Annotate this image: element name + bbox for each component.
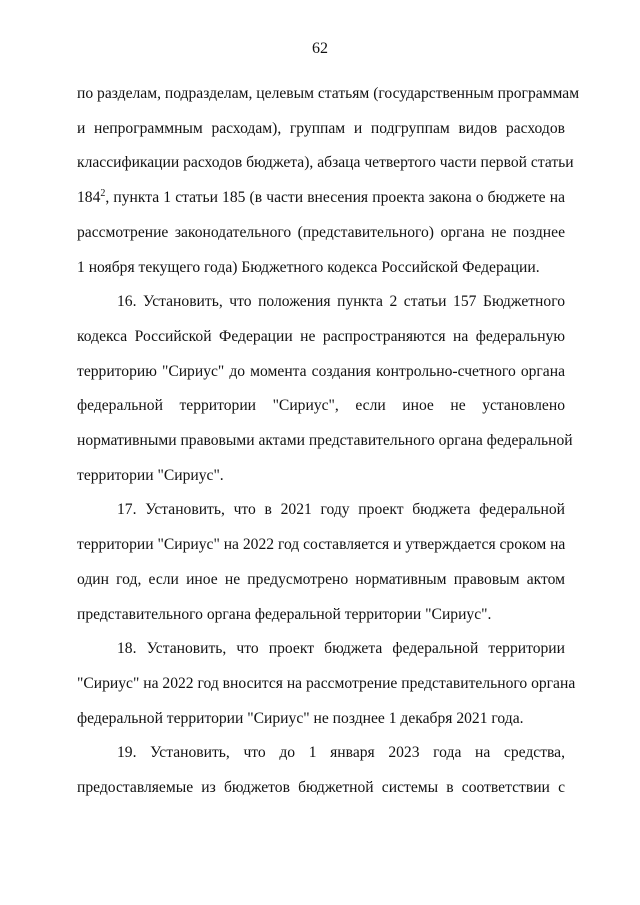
article-superscript: 2: [100, 187, 106, 199]
text-line: нормативными правовыми актами представительного органа федеральной: [77, 432, 573, 450]
document-body: [77, 77, 580, 806]
text-line: федеральной территории "Сириус", если иное не установлено: [77, 397, 565, 415]
text-line: и непрограммным расходам), группам и подгруппам видов расходов: [77, 119, 565, 137]
article-number: 184: [77, 189, 101, 207]
text-line-with-superscript: [77, 181, 565, 216]
text-line: классификации расходов бюджета), абзаца четвертого части первой статьи: [77, 154, 574, 172]
paragraph-item-18: [77, 632, 576, 736]
paragraph-continuation: [77, 77, 580, 285]
text-line: территории "Сириус" на 2022 год составляется и утверждается сроком на: [77, 536, 566, 554]
text-line: федеральной территории "Сириус" не позднее 1 декабря 2021 года.: [77, 709, 524, 727]
text-line: территории "Сириус".: [77, 466, 224, 484]
page-number: 62: [312, 40, 328, 57]
text-line: 17. Установить, что в 2021 году проект бюджета федеральной: [117, 501, 565, 519]
text-line: кодекса Российской Федерации не распространяются на федеральную: [77, 327, 565, 345]
text-line: 16. Установить, что положения пункта 2 статьи 157 Бюджетного: [117, 293, 565, 311]
paragraph-item-17: [77, 493, 565, 632]
text-line: 19. Установить, что до 1 января 2023 года на средства,: [117, 744, 565, 762]
text-line: территорию "Сириус" до момента создания контрольно-счетного органа: [77, 362, 565, 380]
text-line: 18. Установить, что проект бюджета федеральной территории: [117, 640, 565, 658]
text-line: один год, если иное не предусмотрено нормативным правовым актом: [77, 570, 565, 588]
text-line: по разделам, подразделам, целевым статьям (государственным программам: [77, 85, 580, 102]
text-line: рассмотрение законодательного (представительного) органа не позднее: [77, 223, 565, 241]
paragraph-item-16: [77, 285, 573, 493]
text-line: "Сириус" на 2022 год вносится на рассмотрение представительного органа: [77, 674, 576, 692]
paragraph-item-19: [77, 736, 565, 805]
text-line: представительного органа федеральной территории "Сириус".: [77, 605, 492, 623]
text-fragment: , пункта 1 статьи 185 (в части внесения проекта закона о бюджете на: [105, 189, 565, 207]
text-line: 1 ноября текущего года) Бюджетного кодекса Российской Федерации.: [77, 258, 540, 276]
text-line: предоставляемые из бюджетов бюджетной системы в соответствии с: [77, 779, 565, 797]
